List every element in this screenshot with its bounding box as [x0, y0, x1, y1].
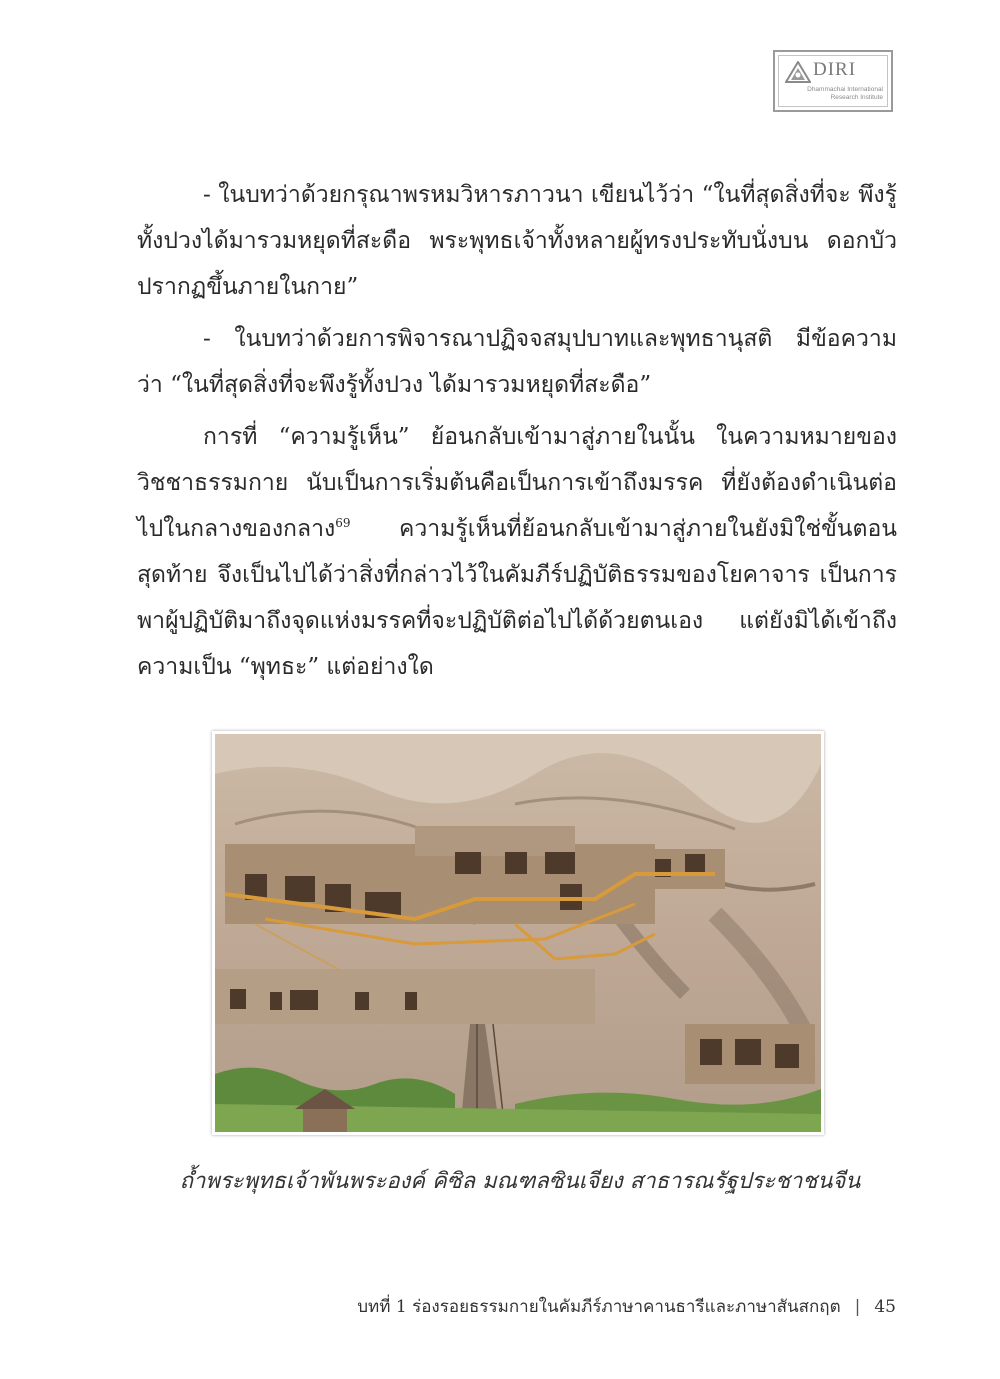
logo-name: DIRI [813, 59, 857, 80]
paragraph-3-line-4: สุดท้าย จึงเป็นไปได้ว่าสิ่งที่กล่าวไว้ในคัมภีร์ปฏิบัติธรรมของโยคาจาร เป็นการ [137, 562, 897, 588]
footer-chapter-title: บทที่ 1 ร่องรอยธรรมกายในคัมภีร์ภาษาคานธารีและภาษาสันสกฤต [357, 1297, 841, 1317]
paragraph-1-line-2: พึงรู้ทั้งปวงได้มารวมหยุดที่สะดือ พระพุทธเจ้าทั้งหลายผู้ทรงประทับนั่งบน [137, 182, 897, 254]
paragraph-1-line-1: - ในบทว่าด้วยกรุณาพรหมวิหารภาวนา เขียนไว้ว่า “ในที่สุดสิ่งที่จะ [203, 182, 851, 208]
diri-logo [773, 50, 893, 112]
logo-subtitle-line-1: Dhammachai International [807, 86, 883, 93]
paragraph-3-line-2: วิชชาธรรมกาย นับเป็นการเริ่มต้นคือเป็นการเข้าถึงมรรค ที่ยังต้องดำเนินต่อ [137, 470, 897, 496]
paragraph-2-line-2: ว่า “ในที่สุดสิ่งที่จะพึงรู้ทั้งปวง ได้มารวมหยุดที่สะดือ” [137, 372, 652, 398]
page-number: 45 [874, 1297, 896, 1317]
paragraph-2-line-1: - ในบทว่าด้วยการพิจารณาปฏิจจสมุปบาทและพุทธานุสติ มีข้อความ [203, 326, 897, 352]
cave-temple-illustration [215, 734, 821, 1132]
paragraph-1-line-3: ดอกบัวปรากฏขึ้นภายในกาย” [137, 228, 897, 300]
paragraph-3-line-3a: ไปในกลางของกลาง [137, 516, 336, 542]
logo-subtitle-line-2: Research Institute [830, 94, 883, 101]
cave-temple-photo [212, 731, 824, 1135]
logo-subtitle [789, 86, 883, 102]
paragraph-2 [137, 316, 897, 408]
triangle-logo-icon [785, 61, 811, 83]
page-footer [357, 1293, 896, 1320]
body-text [137, 172, 897, 696]
paragraph-3-line-3b: ความรู้เห็นที่ย้อนกลับเข้ามาสู่ภายในยังมิใช่ขั้นตอน [350, 516, 897, 542]
paragraph-1 [137, 172, 897, 310]
footer-separator: | [854, 1297, 861, 1317]
paragraph-3-line-5: พาผู้ปฏิบัติมาถึงจุดแห่งมรรคที่จะปฏิบัติต่อไปได้ด้วยตนเอง แต่ยังมิได้เข้าถึง [137, 608, 897, 634]
paragraph-3 [137, 414, 897, 690]
footnote-marker: 69 [335, 516, 351, 530]
paragraph-3-line-6: ความเป็น “พุทธะ” แต่อย่างใด [137, 654, 434, 680]
paragraph-3-line-1: การที่ “ความรู้เห็น” ย้อนกลับเข้ามาสู่ภายในนั้น ในความหมายของ [203, 424, 897, 450]
figure-caption: ถ้ำพระพุทธเจ้าพันพระองค์ คิซิล มณฑลซินเจียง สาธารณรัฐประชาชนจีน [179, 1169, 861, 1194]
